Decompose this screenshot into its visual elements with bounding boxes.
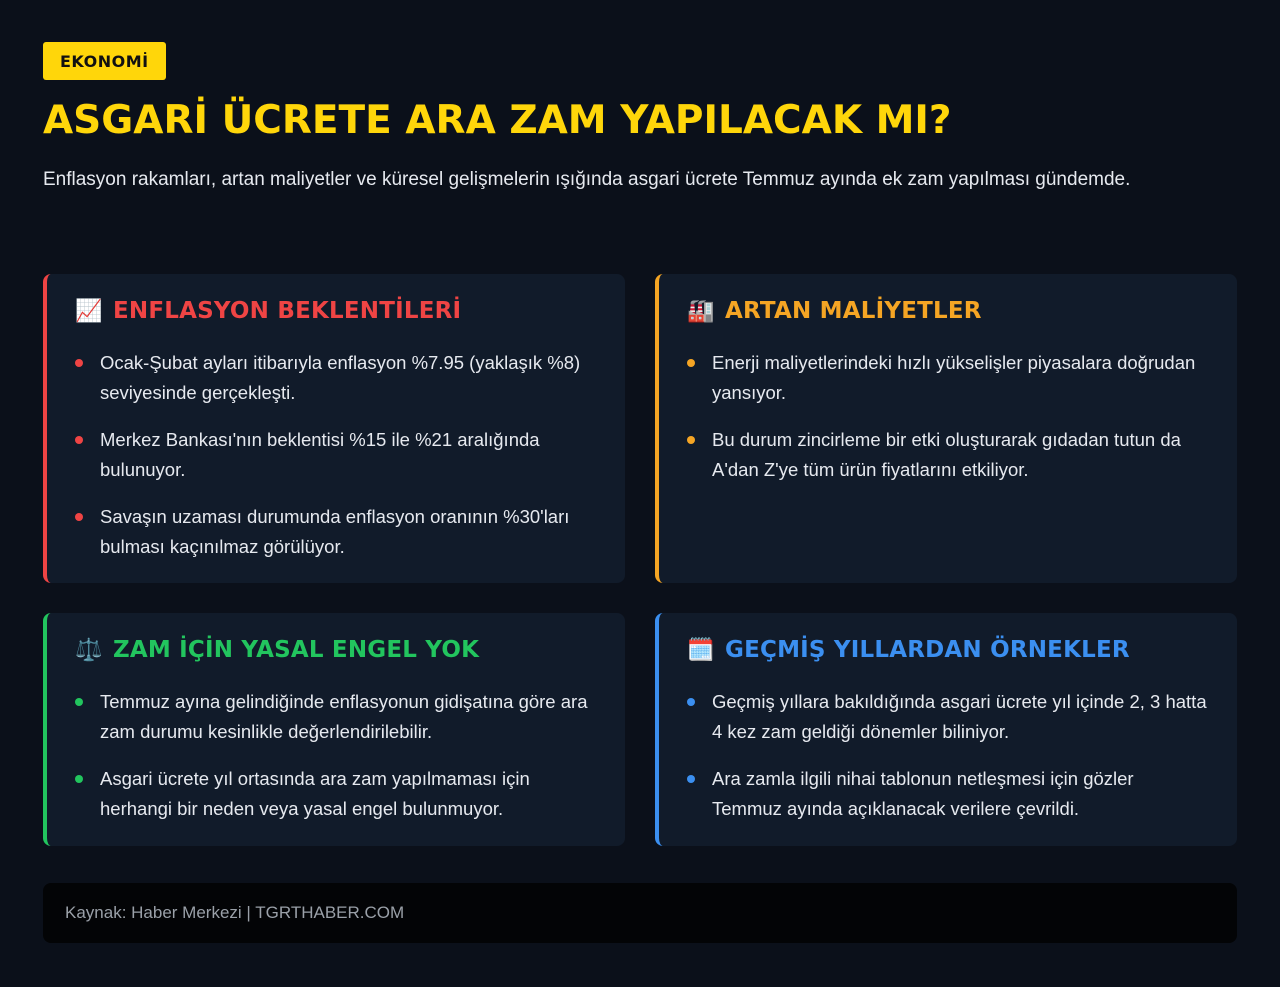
infographic (0, 0, 1280, 196)
category-badge: EKONOMİ (43, 42, 166, 80)
bullet-dot-icon (687, 698, 695, 706)
list-item: Ara zamla ilgili nihai tablonun netleşmesi için gözler Temmuz ayında açıklanacak verilere çevrildi. (687, 764, 1207, 824)
card-gecmis-yillar (655, 613, 1237, 846)
list-item: Enerji maliyetlerindeki hızlı yükselişler piyasalara doğrudan yansıyor. (687, 348, 1207, 408)
list-item: Bu durum zincirleme bir etki oluşturarak gıdadan tutun da A'dan Z'ye tüm ürün fiyatlarını etkiliyor. (687, 425, 1207, 485)
calendar-icon: 🗓️ (687, 637, 715, 663)
factory-icon: 🏭 (687, 298, 715, 324)
card-header (687, 635, 1207, 665)
bullet-dot-icon (687, 775, 695, 783)
bullet-dot-icon (75, 436, 83, 444)
bullet-dot-icon (687, 359, 695, 367)
card-points (687, 348, 1207, 485)
card-points (75, 348, 595, 562)
bullet-dot-icon (75, 698, 83, 706)
card-points (687, 687, 1207, 824)
bullet-dot-icon (75, 513, 83, 521)
bullet-dot-icon (75, 775, 83, 783)
page-title: ASGARİ ÜCRETE ARA ZAM YAPILACAK MI? (43, 98, 952, 143)
chart-increasing-icon: 📈 (75, 298, 103, 324)
bullet-dot-icon (75, 359, 83, 367)
list-item: Temmuz ayına gelindiğinde enflasyonun gidişatına göre ara zam durumu kesinlikle değerlendirilebilir. (75, 687, 595, 747)
list-item: Ocak-Şubat ayları itibarıyla enflasyon %7.95 (yaklaşık %8) seviyesinde gerçekleşti. (75, 348, 595, 408)
source-footer (43, 883, 1237, 943)
bullet-dot-icon (687, 436, 695, 444)
card-title: ENFLASYON BEKLENTİLERİ (113, 298, 462, 324)
card-title: GEÇMİŞ YILLARDAN ÖRNEKLER (725, 637, 1130, 663)
card-header (687, 296, 1207, 326)
card-header (75, 635, 595, 665)
card-artan-maliyetler (655, 274, 1237, 583)
card-title: ARTAN MALİYETLER (725, 298, 982, 324)
list-item: Savaşın uzaması durumunda enflasyon oranının %30'ları bulması kaçınılmaz görülüyor. (75, 502, 595, 562)
card-title: ZAM İÇİN YASAL ENGEL YOK (113, 637, 480, 663)
source-text: Kaynak: Haber Merkezi | TGRTHABER.COM (65, 903, 405, 922)
cards-grid (43, 274, 1237, 846)
card-header (75, 296, 595, 326)
page-subtitle: Enflasyon rakamları, artan maliyetler ve küresel gelişmelerin ışığında asgari ücrete Temmuz ayında ek zam yapılması gündemde. (43, 168, 1131, 190)
list-item: Asgari ücrete yıl ortasında ara zam yapılmaması için herhangi bir neden veya yasal engel bulunmuyor. (75, 764, 595, 824)
list-item: Merkez Bankası'nın beklentisi %15 ile %21 aralığında bulunuyor. (75, 425, 595, 485)
card-points (75, 687, 595, 824)
list-item: Geçmiş yıllara bakıldığında asgari ücrete yıl içinde 2, 3 hatta 4 kez zam geldiği dönemler biliniyor. (687, 687, 1207, 747)
balance-scale-icon: ⚖️ (75, 637, 103, 663)
card-enflasyon-beklentileri (43, 274, 625, 583)
card-yasal-engel-yok (43, 613, 625, 846)
